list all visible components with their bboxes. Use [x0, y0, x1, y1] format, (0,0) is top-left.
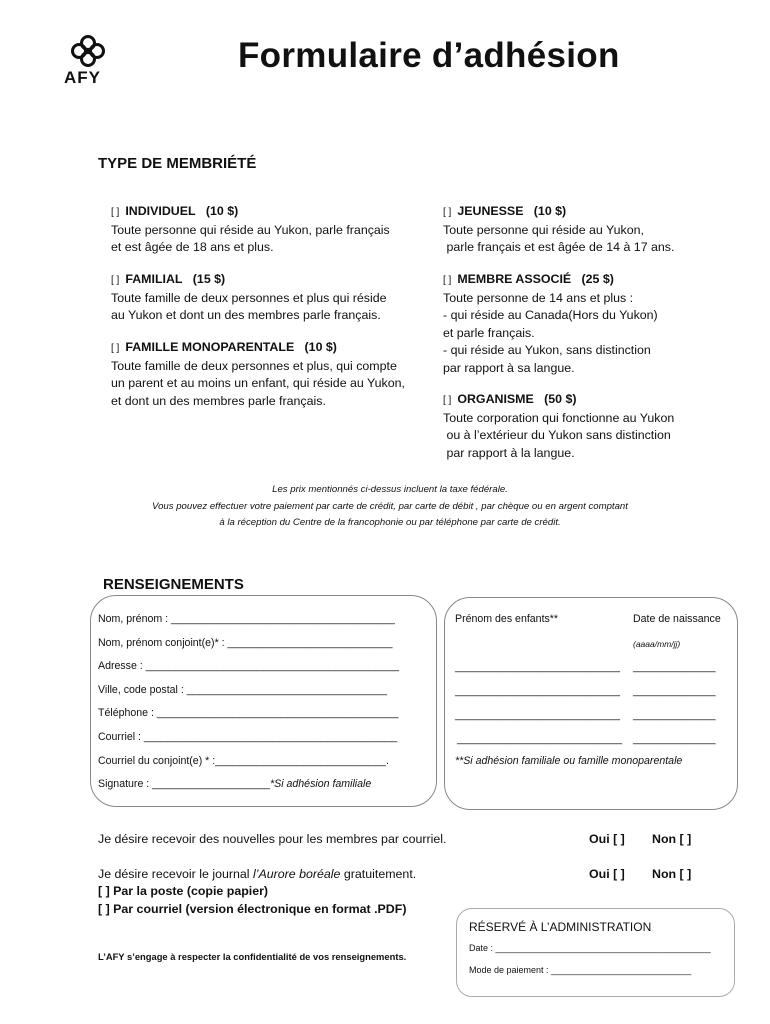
membership-desc: ou à l’extérieur du Yukon sans distinction — [443, 428, 671, 442]
membership-organisme — [443, 391, 674, 462]
admin-date: Date : ___________________________________________ — [469, 943, 711, 953]
journal-q-pre: Je désire recevoir le journal — [98, 867, 253, 881]
membership-name: MEMBRE ASSOCIÉ — [457, 272, 572, 286]
child-birth-field[interactable]: ______________ — [633, 661, 716, 673]
field-name[interactable]: Nom, prénom : ______________________________________ — [98, 613, 395, 625]
membership-jeunesse — [443, 203, 674, 257]
membership-desc: Toute famille de deux personnes et plus qui réside — [111, 290, 387, 305]
membership-desc: par rapport à la langue. — [443, 445, 575, 460]
membership-desc: et est âgée de 18 ans et plus. — [111, 240, 274, 254]
membership-familial — [111, 271, 387, 325]
birth-date-format: (aaaa/mm/jj) — [633, 639, 681, 649]
membership-heading: TYPE DE MEMBRIÉTÉ — [98, 155, 257, 172]
membership-desc: un parent et au moins un enfant, qui réside au Yukon, — [111, 376, 405, 390]
child-name-field[interactable]: ____________________________ — [457, 733, 622, 745]
membership-desc: Toute personne qui réside au Yukon, parle français — [111, 222, 390, 237]
newsletter-yes[interactable]: Oui [ ] — [589, 832, 625, 846]
membership-price: (10 $) — [533, 204, 567, 218]
field-spouse-name[interactable]: Nom, prénom conjoint(e)* : ____________________________ — [98, 637, 393, 649]
membership-desc: Toute corporation qui fonctionne au Yukon — [443, 410, 675, 425]
membership-monoparentale — [111, 339, 405, 410]
field-address[interactable]: Adresse : ___________________________________________ — [98, 660, 400, 672]
privacy-statement: L’AFY s’engage à respecter la confidentialité de vos renseignements. — [98, 951, 407, 962]
membership-associe — [443, 271, 658, 377]
children-box — [444, 597, 738, 810]
child-name-field[interactable]: ____________________________ — [455, 685, 620, 697]
child-name-field[interactable]: ____________________________ — [455, 661, 620, 673]
children-footnote: **Si adhésion familiale ou famille monoparentale — [455, 755, 683, 767]
child-birth-field[interactable]: ______________ — [633, 709, 716, 721]
membership-price: (25 $) — [581, 272, 614, 286]
membership-desc: parle français et est âgée de 14 à 17 ans. — [443, 240, 675, 254]
info-heading: RENSEIGNEMENTS — [103, 576, 244, 593]
membership-desc: - qui réside au Yukon, sans distinction — [443, 343, 651, 357]
membership-desc: au Yukon et dont un des membres parle français. — [111, 308, 381, 322]
delivery-post[interactable]: [ ] Par la poste (copie papier) — [98, 884, 269, 898]
membership-price: (10 $) — [205, 204, 239, 218]
membership-name: JEUNESSE — [457, 204, 524, 218]
field-signature[interactable] — [98, 778, 371, 790]
membership-desc: - qui réside au Canada(Hors du Yukon) — [443, 308, 658, 322]
flower-icon — [68, 34, 108, 68]
checkbox-associe[interactable]: [ ] — [443, 275, 452, 286]
delivery-email[interactable]: [ ] Par courriel (version électronique en format .PDF) — [98, 902, 407, 916]
journal-yes[interactable]: Oui [ ] — [589, 867, 625, 881]
field-spouse-email[interactable]: Courriel du conjoint(e) * :_____________________________. — [98, 755, 389, 767]
membership-name: ORGANISME — [457, 392, 534, 406]
child-birth-field[interactable]: ______________ — [633, 685, 716, 697]
signature-line[interactable]: Signature : ____________________ — [98, 778, 271, 790]
note-line: Vous pouvez effectuer votre paiement par carte de crédit, par carte de débit , par chèque ou en argent comptant — [152, 500, 628, 512]
membership-price: (50 $) — [544, 392, 577, 406]
membership-desc: et parle français. — [443, 325, 535, 340]
membership-price: (10 $) — [304, 340, 337, 354]
checkbox-individuel[interactable]: [ ] — [111, 207, 120, 218]
checkbox-jeunesse[interactable]: [ ] — [443, 207, 452, 218]
page-title: Formulaire d’adhésion — [238, 36, 620, 75]
journal-q-post: gratuitement. — [340, 867, 417, 881]
membership-price: (15 $) — [192, 272, 226, 286]
note-line: Les prix mentionnés ci-dessus incluent la taxe fédérale. — [272, 484, 508, 495]
membership-name: FAMILIAL — [125, 272, 183, 286]
checkbox-organisme[interactable]: [ ] — [443, 395, 452, 406]
membership-individuel — [111, 203, 390, 257]
membership-desc: Toute personne qui réside au Yukon, — [443, 222, 644, 237]
field-phone[interactable]: Téléphone : _________________________________________ — [98, 707, 399, 719]
newsletter-no[interactable]: Non [ ] — [652, 832, 692, 846]
personal-info-box — [90, 595, 437, 807]
journal-no[interactable]: Non [ ] — [652, 867, 692, 881]
signature-note: *Si adhésion familiale — [270, 778, 372, 790]
children-label: Prénom des enfants** — [455, 613, 559, 625]
checkbox-monoparentale[interactable]: [ ] — [111, 343, 120, 354]
membership-desc: Toute personne de 14 ans et plus : — [443, 290, 634, 305]
note-line: à la réception du Centre de la francophonie ou par téléphone par carte de crédit. — [219, 517, 561, 528]
journal-name: l’Aurore boréale — [252, 867, 341, 881]
birth-date-label: Date de naissance — [633, 613, 721, 625]
field-city-postal[interactable]: Ville, code postal : __________________________________ — [98, 684, 388, 696]
logo-text: AFY — [64, 68, 101, 87]
admin-payment: Mode de paiement : ____________________________ — [469, 965, 692, 975]
payment-note — [90, 482, 690, 532]
membership-desc: par rapport à sa langue. — [443, 360, 575, 375]
membership-name: INDIVIDUEL — [125, 204, 196, 218]
field-email[interactable]: Courriel : ___________________________________________ — [98, 731, 398, 743]
child-birth-field[interactable]: ______________ — [633, 733, 716, 745]
journal-question — [98, 867, 416, 881]
newsletter-question: Je désire recevoir des nouvelles pour les membres par courriel. — [98, 832, 447, 846]
checkbox-familial[interactable]: [ ] — [111, 275, 120, 286]
admin-title: RÉSERVÉ À L’ADMINISTRATION — [469, 920, 652, 934]
membership-desc: Toute famille de deux personnes et plus, qui compte — [111, 358, 397, 373]
membership-name: FAMILLE MONOPARENTALE — [125, 340, 295, 354]
membership-desc: et dont un des membres parle français. — [111, 393, 326, 408]
child-name-field[interactable]: ____________________________ — [455, 709, 620, 721]
